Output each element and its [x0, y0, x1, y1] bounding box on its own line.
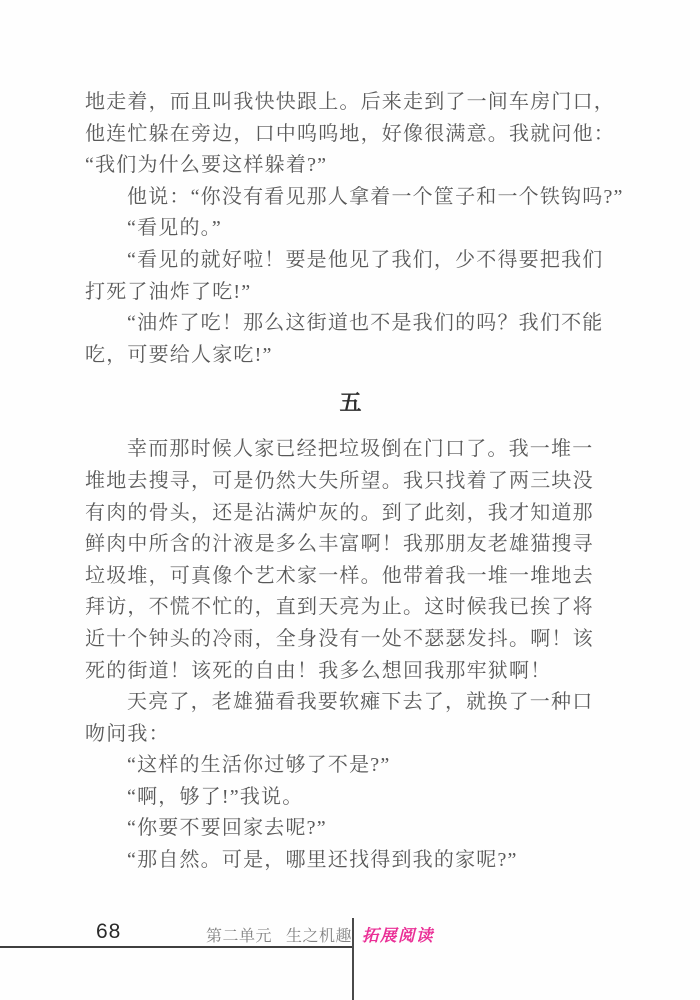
- footer-vertical-rule: [352, 918, 354, 1000]
- text-line: 天亮了，老雄猫看我要软瘫下去了，就换了一种口: [127, 691, 594, 714]
- text-line: 近十个钟头的冷雨，全身没有一处不瑟瑟发抖。啊！该: [85, 627, 594, 650]
- text-line: 拜访，不慌不忙的，直到天亮为止。这时候我已挨了将: [85, 596, 594, 619]
- text-line: 吃，可要给人家吃!”: [85, 343, 273, 366]
- text-line: 垃圾堆，可真像个艺术家一样。他带着我一堆一堆地去: [85, 564, 594, 587]
- text-line: 有肉的骨头，还是沾满炉灰的。到了此刻，我才知道那: [85, 501, 594, 524]
- section-type-label: 拓展阅读: [362, 927, 434, 945]
- text-line: “我们为什么要这样躲着?”: [85, 154, 328, 177]
- section-number-heading: 五: [339, 390, 363, 416]
- text-line: “看见的。”: [127, 217, 222, 240]
- unit-topic-label: 生之机趣: [286, 928, 353, 945]
- page-number: 68: [96, 920, 122, 943]
- text-line: “看见的就好啦！要是他见了我们，少不得要把我们: [127, 248, 604, 271]
- text-line: 打死了油炸了吃!”: [85, 280, 252, 303]
- footer-unit-line: [206, 923, 353, 946]
- text-line: 幸而那时候人家已经把垃圾倒在门口了。我一堆一: [127, 438, 594, 461]
- text-line: “那自然。可是，哪里还找得到我的家呢?”: [127, 849, 518, 872]
- text-line: “你要不要回家去呢?”: [127, 817, 327, 840]
- text-line: 他说：“你没有看见那人拿着一个筐子和一个铁钩吗?”: [127, 185, 624, 208]
- text-line: 死的街道！该死的自由！我多么想回我那牢狱啊！: [85, 659, 552, 682]
- text-line: 地走着，而且叫我快快跟上。后来走到了一间车房门口，: [85, 91, 615, 113]
- text-line: “啊，够了!”我说。: [127, 785, 304, 808]
- text-line: 鲜肉中所含的汁液是多么丰富啊！我那朋友老雄猫搜寻: [85, 533, 594, 556]
- footer-horizontal-rule: [0, 946, 353, 948]
- text-line: 吻问我：: [85, 722, 170, 745]
- text-line: “这样的生活你过够了不是?”: [127, 754, 391, 777]
- text-line: 他连忙躲在旁边，口中呜呜地，好像很满意。我就问他：: [85, 122, 615, 145]
- unit-label: 第二单元: [206, 928, 273, 945]
- body-text-block: [85, 87, 624, 877]
- text-line: 堆地去搜寻，可是仍然大失所望。我只找着了两三块没: [85, 469, 594, 492]
- text-line: “油炸了吃！那么这街道也不是我们的吗？我们不能: [127, 312, 604, 335]
